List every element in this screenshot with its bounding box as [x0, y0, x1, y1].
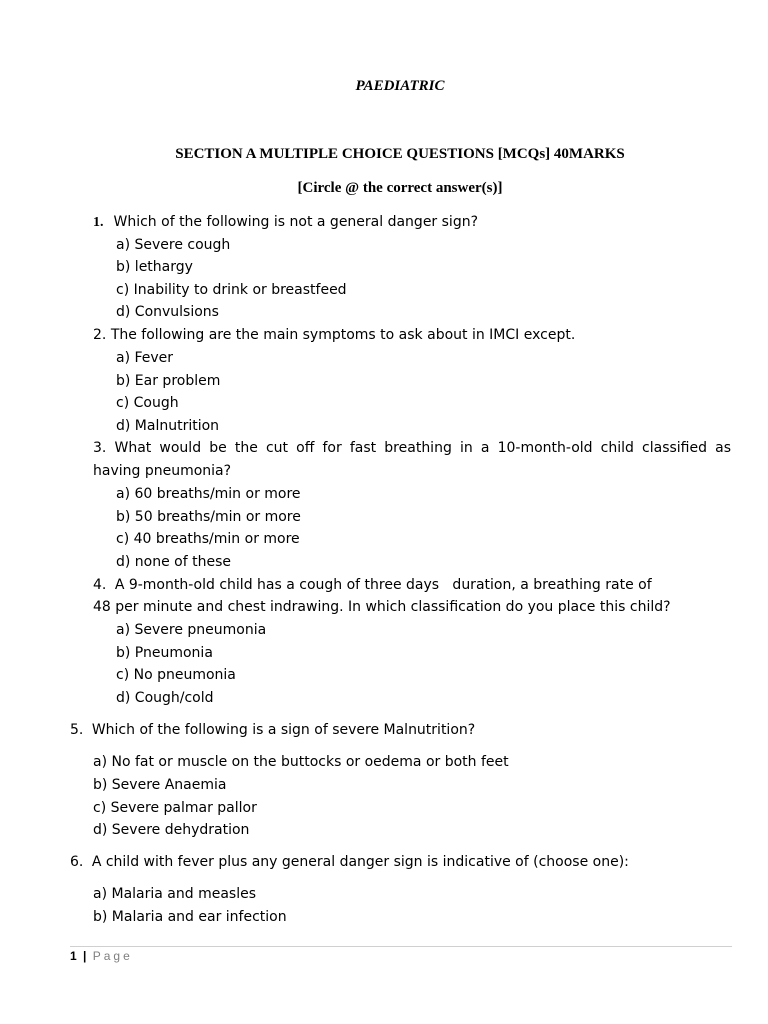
question-number: 4. — [93, 577, 107, 593]
question-5 — [70, 722, 475, 738]
option-3c[interactable]: c) 40 breaths/min or more — [116, 531, 300, 547]
question-number: 6. — [70, 854, 84, 870]
question-text: A child with fever plus any general danger sign is indicative of (choose one): — [91, 854, 629, 870]
option-5a[interactable]: a) No fat or muscle on the buttocks or oedema or both feet — [93, 754, 509, 770]
option-4b[interactable]: b) Pneumonia — [116, 645, 213, 661]
option-4c[interactable]: c) No pneumonia — [116, 667, 236, 683]
option-1d[interactable]: d) Convulsions — [116, 304, 219, 320]
question-number: 2. — [93, 327, 107, 343]
question-3 — [93, 440, 731, 456]
option-2d[interactable]: d) Malnutrition — [116, 418, 220, 434]
option-2a[interactable]: a) Fever — [116, 350, 174, 366]
option-5b[interactable]: b) Severe Anaemia — [93, 777, 227, 793]
option-2b[interactable]: b) Ear problem — [116, 373, 221, 389]
question-number: 1. — [93, 215, 104, 230]
page-number: 1 — [70, 949, 77, 963]
question-text: The following are the main symptoms to ask about in IMCI except. — [110, 327, 576, 343]
footer-separator: | — [83, 949, 87, 963]
option-3b[interactable]: b) 50 breaths/min or more — [116, 509, 301, 525]
question-text-line-1: A 9-month-old child has a cough of three days duration, a breathing rate of — [114, 577, 652, 593]
question-text: Which of the following is not a general danger sign? — [113, 214, 479, 230]
question-3-continuation: having pneumonia? — [93, 463, 232, 479]
option-4a[interactable]: a) Severe pneumonia — [116, 622, 267, 638]
option-6b[interactable]: b) Malaria and ear infection — [93, 909, 287, 925]
question-1 — [93, 213, 478, 231]
option-3a[interactable]: a) 60 breaths/min or more — [116, 486, 301, 502]
question-2 — [93, 327, 575, 343]
page-title: PAEDIATRIC — [355, 78, 445, 94]
question-number: 3. — [93, 440, 107, 456]
option-2c[interactable]: c) Cough — [116, 395, 179, 411]
footer-divider — [70, 946, 732, 947]
question-6 — [70, 854, 629, 870]
question-number: 5. — [70, 722, 84, 738]
question-text: Which of the following is a sign of severe Malnutrition? — [91, 722, 476, 738]
section-heading: SECTION A MULTIPLE CHOICE QUESTIONS [MCQs] 40MARKS — [175, 146, 625, 162]
option-5d[interactable]: d) Severe dehydration — [93, 822, 250, 838]
question-4-continuation: 48 per minute and chest indrawing. In which classification do you place this child? — [93, 599, 671, 615]
question-text-line-1: What would be the cut off for fast breathing in a 10-month-old child classified as — [114, 440, 732, 456]
option-5c[interactable]: c) Severe palmar pallor — [93, 800, 257, 816]
instruction-text: [Circle @ the correct answer(s)] — [297, 180, 503, 196]
question-4 — [93, 577, 652, 593]
option-1c[interactable]: c) Inability to drink or breastfeed — [116, 282, 347, 298]
option-3d[interactable]: d) none of these — [116, 554, 232, 570]
option-1b[interactable]: b) lethargy — [116, 259, 193, 275]
option-6a[interactable]: a) Malaria and measles — [93, 886, 257, 902]
page-footer — [70, 949, 133, 963]
option-4d[interactable]: d) Cough/cold — [116, 690, 214, 706]
option-1a[interactable]: a) Severe cough — [116, 237, 231, 253]
page-label: Page — [92, 949, 133, 963]
